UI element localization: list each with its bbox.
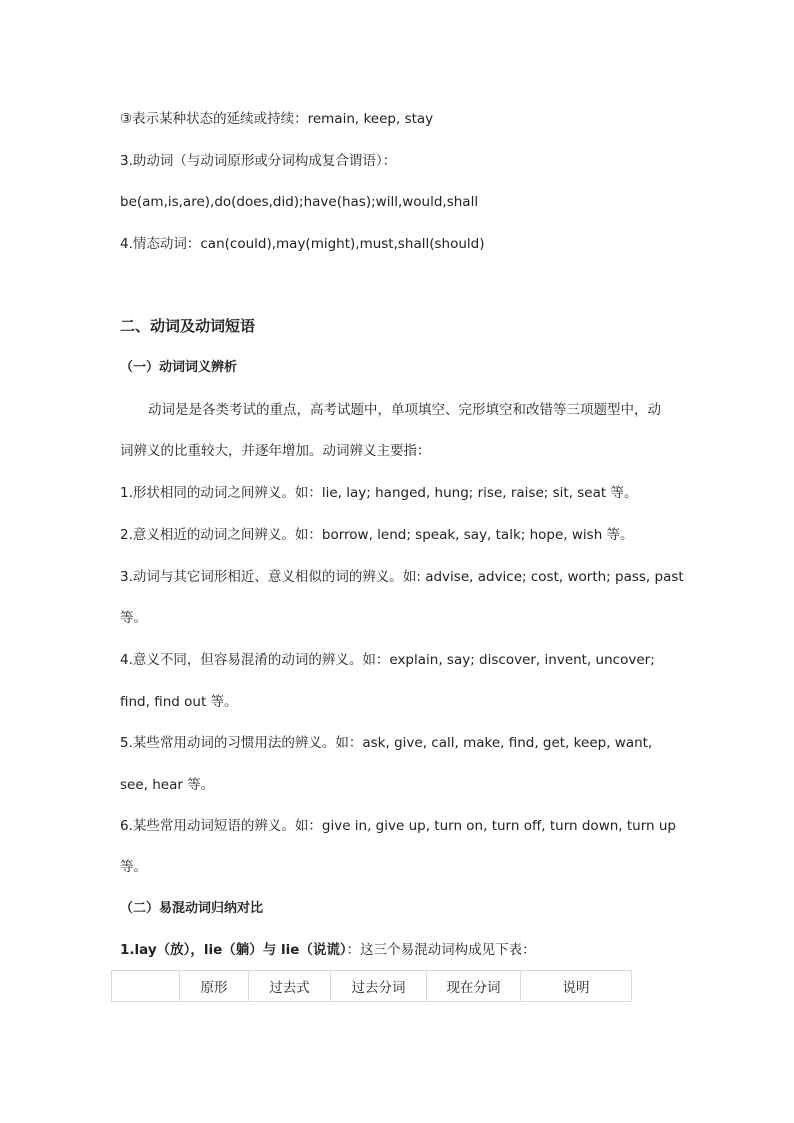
table-header-cell-base-form: 原形 (180, 971, 249, 1002)
table-header-row (112, 971, 632, 1002)
list-item-5-line2: see, hear 等。 (120, 777, 215, 793)
intro-paragraph-line2: 词辨义的比重较大，并逐年增加。动词辨义主要指： (120, 443, 431, 459)
list-item-5-line1: 5.某些常用动词的习惯用法的辨义。如：ask, give, call, make, find, get, keep, want, (120, 735, 653, 751)
state-verbs-line: ③表示某种状态的延续或持续：remain, keep, stay (120, 111, 434, 127)
subsection-title-confusable-verbs: （二）易混动词归纳对比 (120, 901, 264, 916)
table-header-cell-present-participle: 现在分词 (427, 971, 521, 1002)
modal-verbs-line: 4.情态动词：can(could),may(might),must,shall(should) (120, 236, 485, 252)
table-header-cell-past-participle: 过去分词 (331, 971, 427, 1002)
list-item-2: 2.意义相近的动词之间辨义。如：borrow, lend; speak, say, talk; hope, wish 等。 (120, 527, 634, 543)
table-header-cell-past-tense: 过去式 (249, 971, 331, 1002)
list-item-3-line1: 3.动词与其它词形相近、意义相似的词的辨义。如: advise, advice; cost, worth; pass, past (120, 569, 684, 585)
auxiliary-verbs-heading: 3.助动词（与动词原形或分词构成复合谓语）： (120, 153, 397, 169)
verb-forms-table (111, 970, 632, 1002)
lay-lie-bold-text: 1.lay（放），lie（躺）与 lie（说谎） (120, 942, 347, 958)
list-item-6-line2: 等。 (120, 859, 147, 875)
list-item-6-line1: 6.某些常用动词短语的辨义。如：give in, give up, turn on, turn off, turn down, turn up (120, 818, 677, 834)
section-title-verbs-phrases: 二、动词及动词短语 (120, 317, 256, 335)
list-item-1: 1.形状相同的动词之间辨义。如：lie, lay; hanged, hung; rise, raise; sit, seat 等。 (120, 485, 638, 501)
list-item-4-line1: 4.意义不同，但容易混淆的动词的辨义。如：explain, say; discover, invent, uncover; (120, 652, 655, 668)
lay-lie-rest-text: ：这三个易混动词构成见下表： (346, 942, 536, 958)
lay-lie-line (120, 940, 536, 960)
list-item-4-line2: find, find out 等。 (120, 694, 238, 710)
subsection-title-meaning-distinction: （一）动词词义辨析 (120, 360, 238, 375)
intro-paragraph-line1: 动词是是各类考试的重点，高考试题中，单项填空、完形填空和改错等三项题型中，动 (148, 402, 661, 418)
table-header-cell-notes: 说明 (521, 971, 632, 1002)
table-header-cell-empty (112, 971, 180, 1002)
auxiliary-verbs-list: be(am,is,are),do(does,did);have(has);will,would,shall (120, 194, 479, 210)
list-item-3-line2: 等。 (120, 610, 147, 626)
